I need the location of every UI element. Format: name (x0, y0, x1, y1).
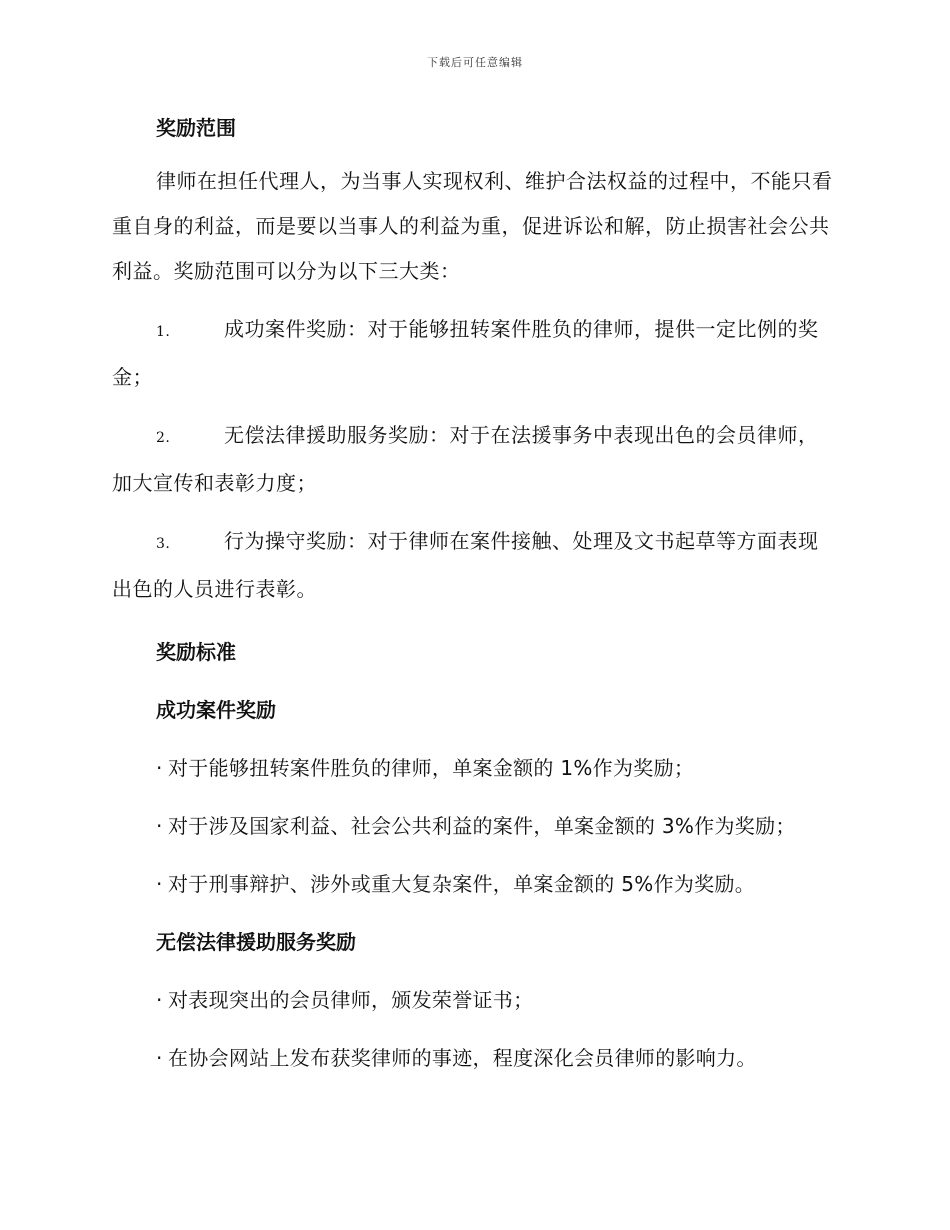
bullet-text: 对于涉及国家利益、社会公共利益的案件，单案金额的 3%作为奖励； (168, 814, 796, 838)
bullet-text: 对于能够扭转案件胜负的律师，单案金额的 1%作为奖励； (168, 756, 695, 780)
bullet-dot: · (156, 872, 163, 896)
list-number: 1. (156, 324, 171, 340)
section-heading-standard: 奖励标准 (156, 640, 236, 664)
bullet-item (112, 866, 837, 902)
bullet-dot: · (156, 814, 163, 838)
scope-list-item (112, 413, 837, 506)
scope-list-item (112, 307, 837, 400)
section-heading-scope: 奖励范围 (156, 116, 236, 140)
document-body (112, 110, 837, 1076)
scope-list-item (112, 519, 837, 612)
bullet-dot: · (156, 756, 163, 780)
subheading-legal-aid: 无偿法律援助服务奖励 (156, 930, 356, 954)
scope-intro-paragraph: 律师在担任代理人，为当事人实现权利、维护合法权益的过程中，不能只看重自身的利益，而是要以当事人的利益为重，促进诉讼和解，防止损害社会公共利益。奖励范围可以分为以下三大类： (112, 169, 833, 283)
bullet-item (112, 808, 837, 844)
bullet-dot: · (156, 1046, 163, 1070)
list-item-text: 行为操守奖励：对于律师在案件接触、处理及文书起草等方面表现出色的人员进行表彰。 (112, 529, 819, 601)
bullet-text: 在协会网站上发布获奖律师的事迹，程度深化会员律师的影响力。 (168, 1046, 757, 1070)
bullet-item (112, 1040, 837, 1076)
bullet-text: 对于刑事辩护、涉外或重大复杂案件，单案金额的 5%作为奖励。 (168, 872, 756, 896)
bullet-text: 对表现突出的会员律师，颁发荣誉证书； (168, 988, 534, 1012)
list-number: 3. (156, 536, 171, 552)
bullet-item (112, 982, 837, 1018)
list-item-text: 成功案件奖励：对于能够扭转案件胜负的律师，提供一定比例的奖金； (112, 317, 819, 389)
subheading-success-case: 成功案件奖励 (156, 698, 276, 722)
bullet-item (112, 750, 837, 786)
list-number: 2. (156, 430, 171, 446)
list-item-text: 无偿法律援助服务奖励：对于在法援事务中表现出色的会员律师，加大宣传和表彰力度； (112, 423, 819, 495)
bullet-dot: · (156, 988, 163, 1012)
header-note: 下载后可任意编辑 (427, 56, 523, 69)
